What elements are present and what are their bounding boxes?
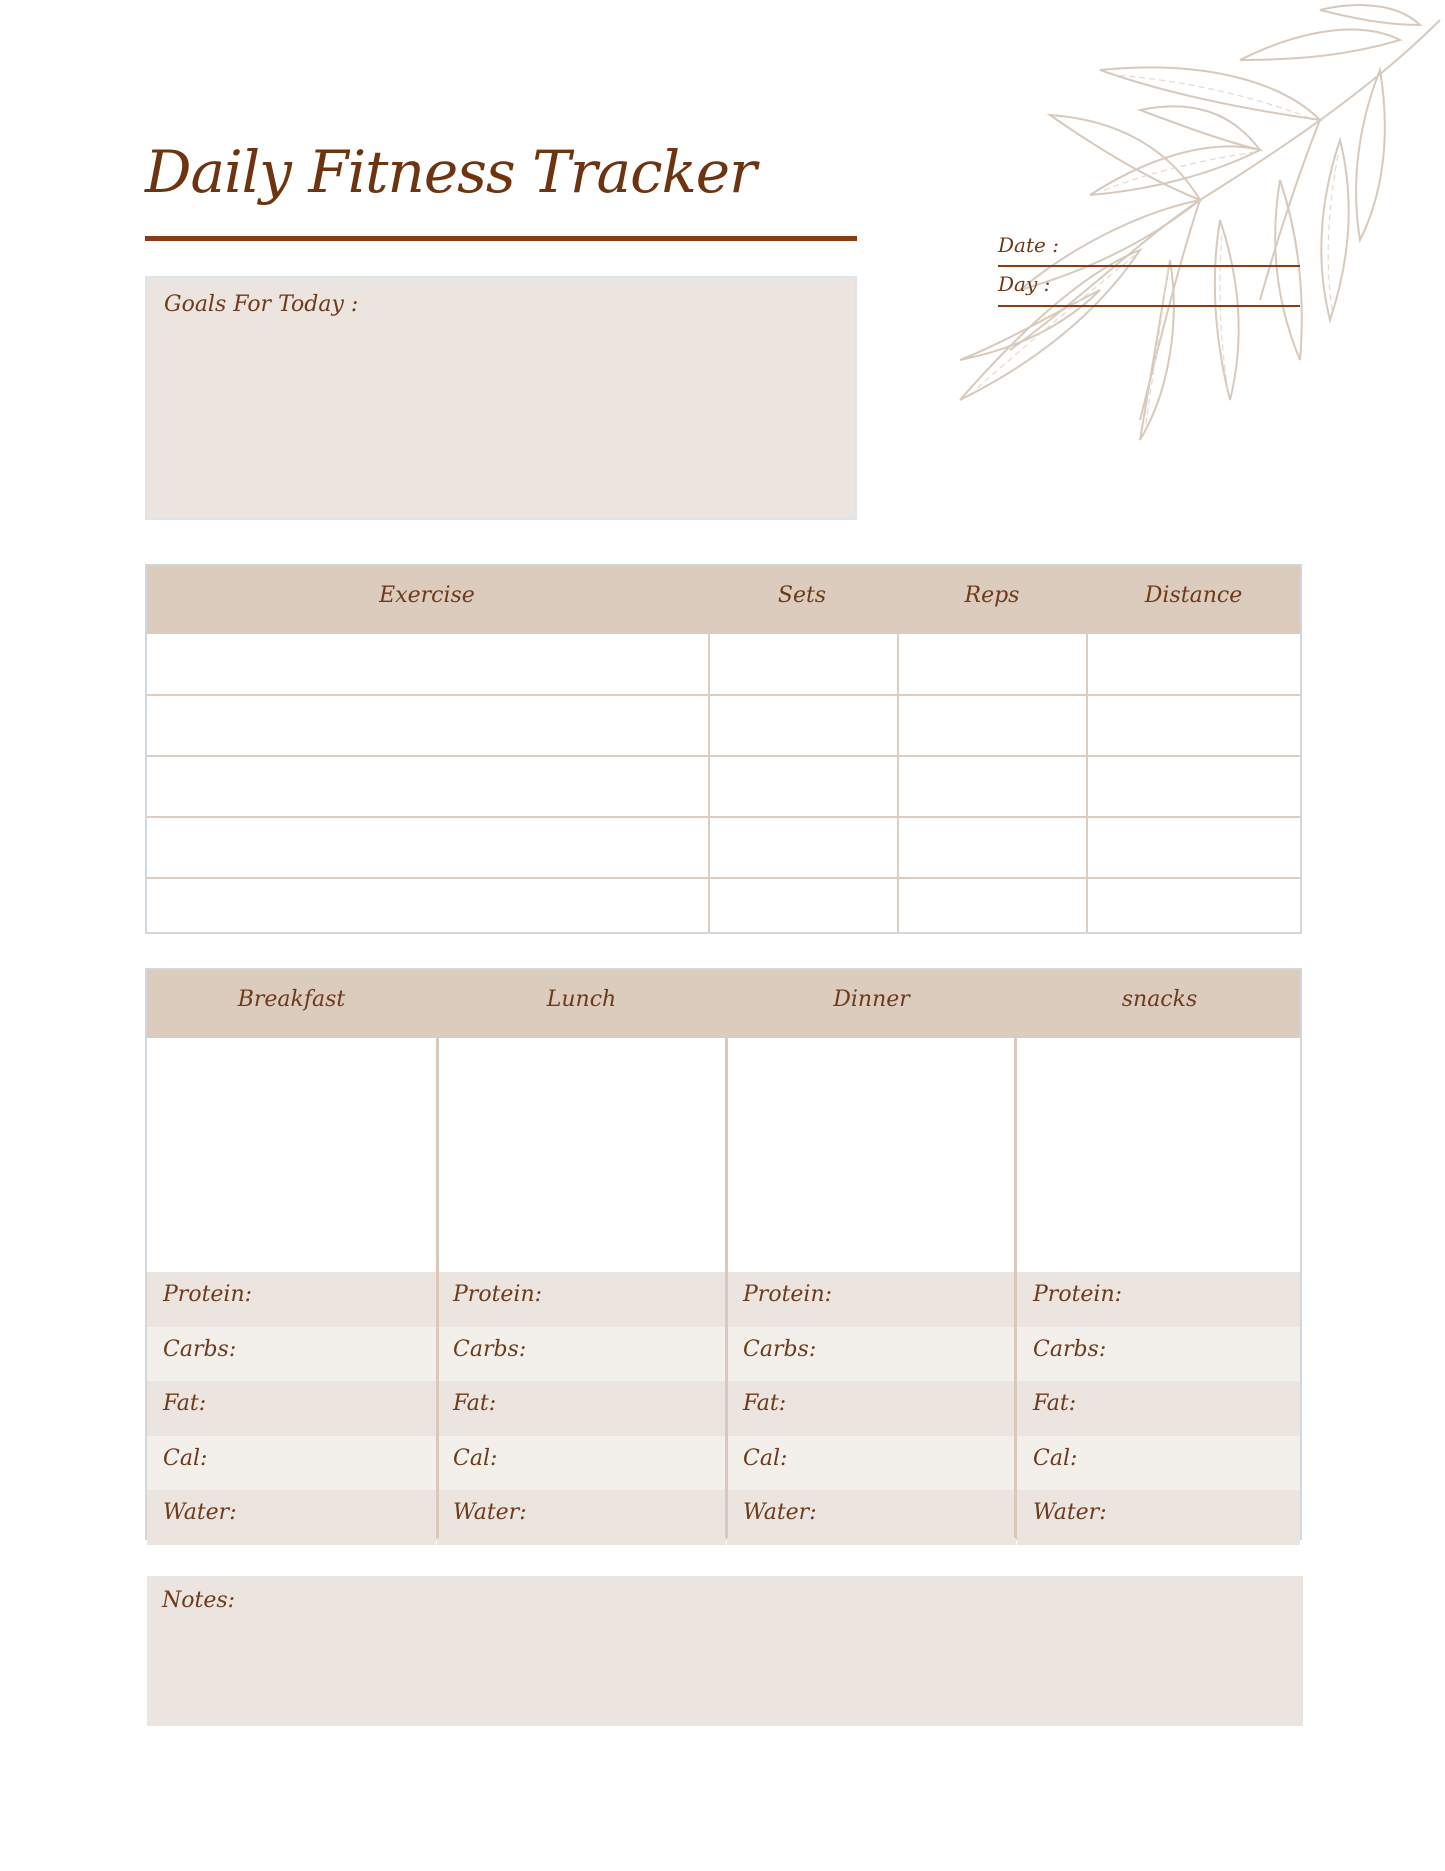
- nutrient-row[interactable]: Fat:: [147, 1381, 436, 1436]
- nutrient-row[interactable]: Water:: [1017, 1490, 1300, 1545]
- nutrient-row[interactable]: Protein:: [437, 1272, 726, 1327]
- meal-column-lunch[interactable]: [437, 1038, 726, 1538]
- nutrient-row[interactable]: Cal:: [727, 1436, 1016, 1491]
- column-divider: [725, 1038, 728, 1538]
- column-header-reps: Reps: [964, 583, 1020, 608]
- exercise-table: [145, 564, 1302, 934]
- nutrient-row[interactable]: Carbs:: [437, 1327, 726, 1382]
- exercise-row[interactable]: [147, 694, 1300, 757]
- nutrient-row[interactable]: Carbs:: [727, 1327, 1016, 1382]
- meal-entry-area[interactable]: [147, 1038, 436, 1272]
- nutrient-row[interactable]: Protein:: [727, 1272, 1016, 1327]
- nutrient-row[interactable]: Fat:: [1017, 1381, 1300, 1436]
- meal-column-breakfast[interactable]: [147, 1038, 436, 1538]
- nutrient-row[interactable]: Water:: [437, 1490, 726, 1545]
- nutrient-row[interactable]: Protein:: [1017, 1272, 1300, 1327]
- meals-table: [145, 968, 1302, 1540]
- meal-column-snacks[interactable]: [1017, 1038, 1300, 1538]
- date-field[interactable]: [998, 265, 1300, 267]
- day-field[interactable]: [998, 305, 1300, 307]
- goals-label: Goals For Today :: [164, 292, 359, 317]
- goals-box[interactable]: [145, 276, 857, 520]
- exercise-row[interactable]: [147, 877, 1300, 940]
- nutrient-row[interactable]: Cal:: [437, 1436, 726, 1491]
- exercise-row[interactable]: [147, 634, 1300, 695]
- nutrient-row[interactable]: Cal:: [147, 1436, 436, 1491]
- column-header-breakfast: Breakfast: [237, 987, 346, 1012]
- column-header-lunch: Lunch: [546, 987, 617, 1012]
- column-header-exercise: Exercise: [379, 583, 475, 608]
- nutrient-row[interactable]: Water:: [727, 1490, 1016, 1545]
- nutrient-row[interactable]: Cal:: [1017, 1436, 1300, 1491]
- column-divider: [436, 1038, 439, 1538]
- exercise-row[interactable]: [147, 816, 1300, 879]
- meal-entry-area[interactable]: [727, 1038, 1016, 1272]
- column-header-snacks: snacks: [1121, 987, 1198, 1012]
- leaf-branch-illustration: [900, 0, 1445, 500]
- notes-label: Notes:: [162, 1588, 236, 1613]
- title-underline: [145, 236, 857, 241]
- meals-table-header: [147, 970, 1300, 1038]
- nutrient-row[interactable]: Fat:: [727, 1381, 1016, 1436]
- day-label: Day :: [998, 272, 1051, 296]
- column-divider: [897, 634, 899, 932]
- exercise-row[interactable]: [147, 755, 1300, 818]
- nutrient-row[interactable]: Fat:: [437, 1381, 726, 1436]
- column-header-dinner: Dinner: [833, 987, 910, 1012]
- meal-entry-area[interactable]: [437, 1038, 726, 1272]
- exercise-table-header: [147, 566, 1300, 634]
- column-header-distance: Distance: [1144, 583, 1243, 608]
- notes-box[interactable]: [147, 1576, 1303, 1726]
- nutrient-row[interactable]: Carbs:: [147, 1327, 436, 1382]
- column-header-sets: Sets: [777, 583, 827, 608]
- meal-column-dinner[interactable]: [727, 1038, 1016, 1538]
- column-divider: [708, 634, 710, 932]
- nutrient-row[interactable]: Protein:: [147, 1272, 436, 1327]
- meal-entry-area[interactable]: [1017, 1038, 1300, 1272]
- nutrient-row[interactable]: Carbs:: [1017, 1327, 1300, 1382]
- column-divider: [1014, 1038, 1017, 1538]
- column-divider: [1086, 634, 1088, 932]
- page-title: Daily Fitness Tracker: [145, 138, 756, 206]
- nutrient-row[interactable]: Water:: [147, 1490, 436, 1545]
- date-label: Date :: [998, 233, 1059, 257]
